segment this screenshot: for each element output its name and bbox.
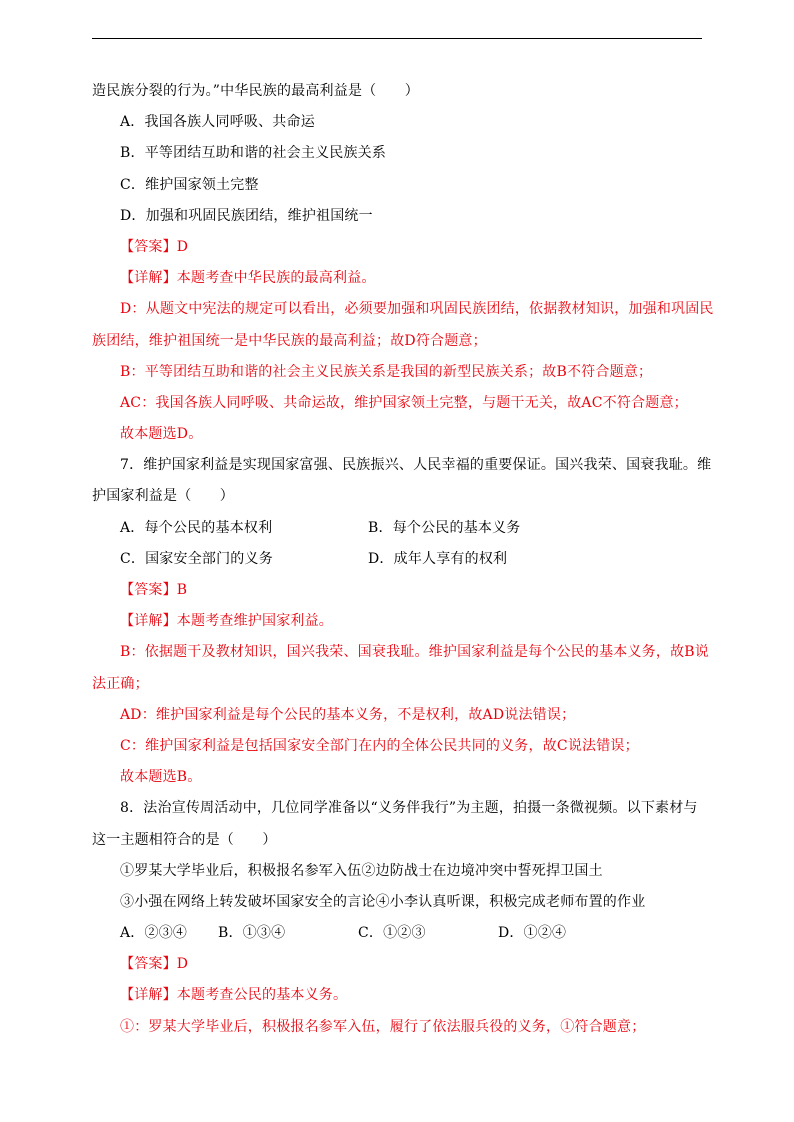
q8-stem-line2: 这一主题相符合的是（ ） [92,831,277,848]
q6-explain-ac: AC：我国各族人同呼吸、共命运故，维护国家领土完整，与题干无关，故AC不符合题意； [120,394,688,411]
q6-explain-d-line2: 族团结，维护祖国统一是中华民族的最高利益；故D符合题意； [92,332,487,349]
q7-conclusion: 故本题选B。 [120,769,202,786]
q6-option-b: B．平等团结互助和谐的社会主义民族关系 [120,145,387,162]
q7-option-a: A．每个公民的基本权利 [120,519,273,536]
q7-options-row2 [92,544,704,575]
q6-option-d: D．加强和巩固民族团结，维护祖国统一 [120,207,373,224]
q8-option-b: B．①③④ [218,925,286,942]
q6-stem-tail: 造民族分裂的行为。”中华民族的最高利益是（ ） [92,83,419,99]
q6-explain-b: B：平等团结互助和谐的社会主义民族关系是我国的新型民族关系；故B不符合题意； [120,363,653,380]
header-rule [92,38,702,39]
q8-option-c: C．①②③ [358,925,426,942]
q8-explain-title: 【详解】本题考查公民的基本义务。 [120,987,348,1004]
q6-explain-d-line1: D：从题文中宪法的规定可以看出，必须要加强和巩固民族团结，依据教材知识，加强和巩固民 [120,301,714,318]
q7-stem-line2: 护国家利益是（ ） [92,488,234,505]
q8-material-line1: ①罗某大学毕业后，积极报名参军入伍②边防战士在边境冲突中誓死捍卫国土 [120,862,603,879]
q7-explain-b-line2: 法正确； [92,675,149,692]
q6-option-a: A．我国各族人同呼吸、共命运 [120,114,315,131]
q8-option-d: D．①②④ [498,925,567,942]
q7-option-c: C．国家安全部门的义务 [120,550,273,567]
q7-option-b: B．每个公民的基本义务 [368,519,521,536]
q7-option-d: D．成年人享有的权利 [368,550,508,567]
q7-answer: 【答案】B [120,582,188,598]
q7-stem-line1: 7．维护国家利益是实现国家富强、民族振兴、人民幸福的重要保证。国兴我荣、国衰我耻。维 [120,457,712,474]
q7-explain-ad: AD：维护国家利益是每个公民的基本义务，不是权利，故AD说法错误； [120,706,576,723]
q7-explain-c: C：维护国家利益是包括国家安全部门在内的全体公民共同的义务，故C说法错误； [120,737,639,754]
q7-options-row1 [92,513,704,544]
q6-answer: 【答案】D [120,238,189,255]
q6-option-c: C．维护国家领土完整 [120,176,259,193]
q6-conclusion: 故本题选D。 [120,426,203,443]
q8-options-row [92,918,704,949]
document-body [92,76,714,1043]
q6-explain-title: 【详解】本题考查中华民族的最高利益。 [120,270,376,287]
q8-explain-1: ①：罗某大学毕业后，积极报名参军入伍，履行了依法服兵役的义务，①符合题意； [120,1018,646,1035]
q8-option-a: A．②③④ [120,925,188,942]
q8-stem-line1: 8．法治宣传周活动中，几位同学准备以“义务伴我行”为主题，拍摄一条微视频。以下素材与 [120,800,698,817]
q7-explain-title: 【详解】本题考查维护国家利益。 [120,613,333,630]
q7-explain-b-line1: B：依据题干及教材知识，国兴我荣、国衰我耻。维护国家利益是每个公民的基本义务，故B说 [120,644,709,661]
q8-answer: 【答案】D [120,956,189,973]
q8-material-line2: ③小强在网络上转发破坏国家安全的言论④小李认真听课，积极完成老师布置的作业 [120,893,646,910]
